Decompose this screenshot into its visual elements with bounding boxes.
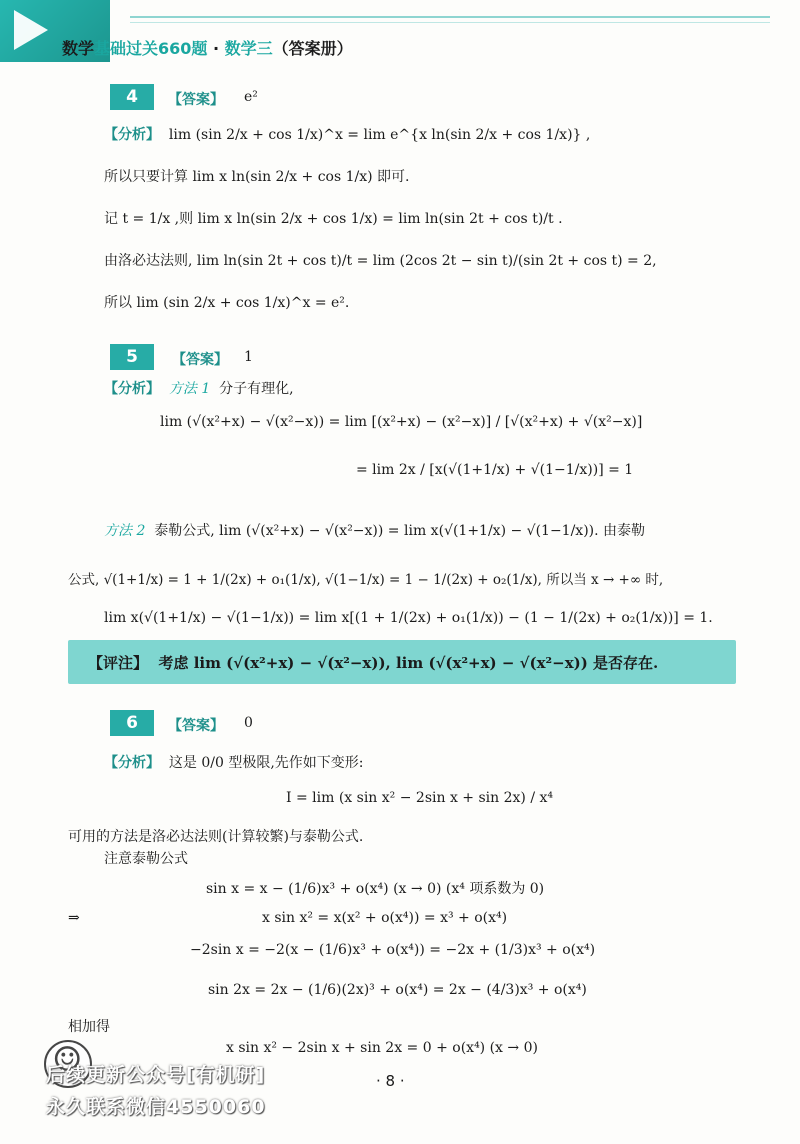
equation-line: sin x = x − (1/6)x³ + o(x⁴) (x → 0) (x⁴ 项系数为 0)	[206, 881, 545, 897]
header-rule-thin	[130, 22, 770, 23]
text-line: 方法 2 泰勒公式, lim (√(x²+x) − √(x²−x)) = lim x(√(1+1/x) − √(1−1/x)). 由泰勒	[104, 523, 646, 539]
answer-value: e²	[244, 89, 258, 105]
text-line: 可用的方法是洛必达法则(计算较繁)与泰勒公式.	[68, 829, 364, 845]
remark-text: 【评注】 考虑 lim (√(x²+x) − √(x²−x)), lim (√(x²+x) − √(x²−x)) 是否存在.	[88, 654, 659, 672]
text-line: 相加得	[68, 1019, 110, 1035]
problem-number-4: 4	[110, 84, 154, 110]
equation-line: lim x(√(1+1/x) − √(1−1/x)) = lim x[(1 + 1/(2x) + o₁(1/x)) − (1 − 1/(2x) + o₂(1/x))] = 1.	[104, 610, 713, 626]
equation-line: = lim 2x / [x(√(1+1/x) + √(1−1/x))] = 1	[356, 462, 634, 478]
equation-line: sin 2x = 2x − (1/6)(2x)³ + o(x⁴) = 2x − (4/3)x³ + o(x⁴)	[208, 982, 587, 998]
equation-line: x sin x² = x(x² + o(x⁴)) = x³ + o(x⁴)	[262, 910, 508, 926]
watermark-line: 后续更新公众号[有机研]	[46, 1064, 266, 1086]
text-line: 记 t = 1/x ,则 lim x ln(sin 2/x + cos 1/x) = lim ln(sin 2t + cos t)/t .	[104, 211, 563, 227]
analysis-line: 【分析】 方法 1 分子有理化,	[104, 381, 294, 397]
text-line: 注意泰勒公式	[104, 851, 188, 867]
text-line: 所以 lim (sin 2/x + cos 1/x)^x = e².	[104, 295, 350, 311]
problem-number-6: 6	[110, 710, 154, 736]
answer-tag: 【答案】	[168, 92, 224, 108]
problem-number-5: 5	[110, 344, 154, 370]
answer-tag: 【答案】	[168, 718, 224, 734]
analysis-line: 【分析】 lim (sin 2/x + cos 1/x)^x = lim e^{x ln(sin 2/x + cos 1/x)} ,	[104, 127, 591, 143]
text-line: 由洛必达法则, lim ln(sin 2t + cos t)/t = lim (2cos 2t − sin t)/(sin 2t + cos t) = 2,	[104, 253, 657, 269]
equation-line: x sin x² − 2sin x + sin 2x = 0 + o(x⁴) (x → 0)	[226, 1040, 538, 1056]
analysis-line: 【分析】 这是 0/0 型极限,先作如下变形:	[104, 755, 364, 771]
page-number: · 8 ·	[376, 1072, 405, 1090]
answer-tag: 【答案】	[172, 352, 228, 368]
watermark-line: 永久联系微信4550060	[46, 1096, 266, 1118]
answer-value: 0	[244, 715, 253, 731]
remark-box	[68, 640, 736, 684]
equation-line: lim (√(x²+x) − √(x²−x)) = lim [(x²+x) − (x²−x)] / [√(x²+x) + √(x²−x)]	[160, 414, 643, 430]
equation-line: −2sin x = −2(x − (1/6)x³ + o(x⁴)) = −2x + (1/3)x³ + o(x⁴)	[190, 942, 596, 958]
book-title: 数学基础过关660题 · 数学三（答案册）	[62, 39, 353, 58]
equation-line: I = lim (x sin x² − 2sin x + sin 2x) / x⁴	[286, 790, 553, 806]
header-rule	[130, 16, 770, 18]
text-line: 所以只要计算 lim x ln(sin 2/x + cos 1/x) 即可.	[104, 169, 410, 185]
implies-arrow: ⇒	[68, 910, 80, 926]
answer-value: 1	[244, 349, 253, 365]
page-header	[0, 0, 800, 60]
text-line: 公式, √(1+1/x) = 1 + 1/(2x) + o₁(1/x), √(1−1/x) = 1 − 1/(2x) + o₂(1/x), 所以当 x → +∞ 时,	[68, 572, 664, 588]
